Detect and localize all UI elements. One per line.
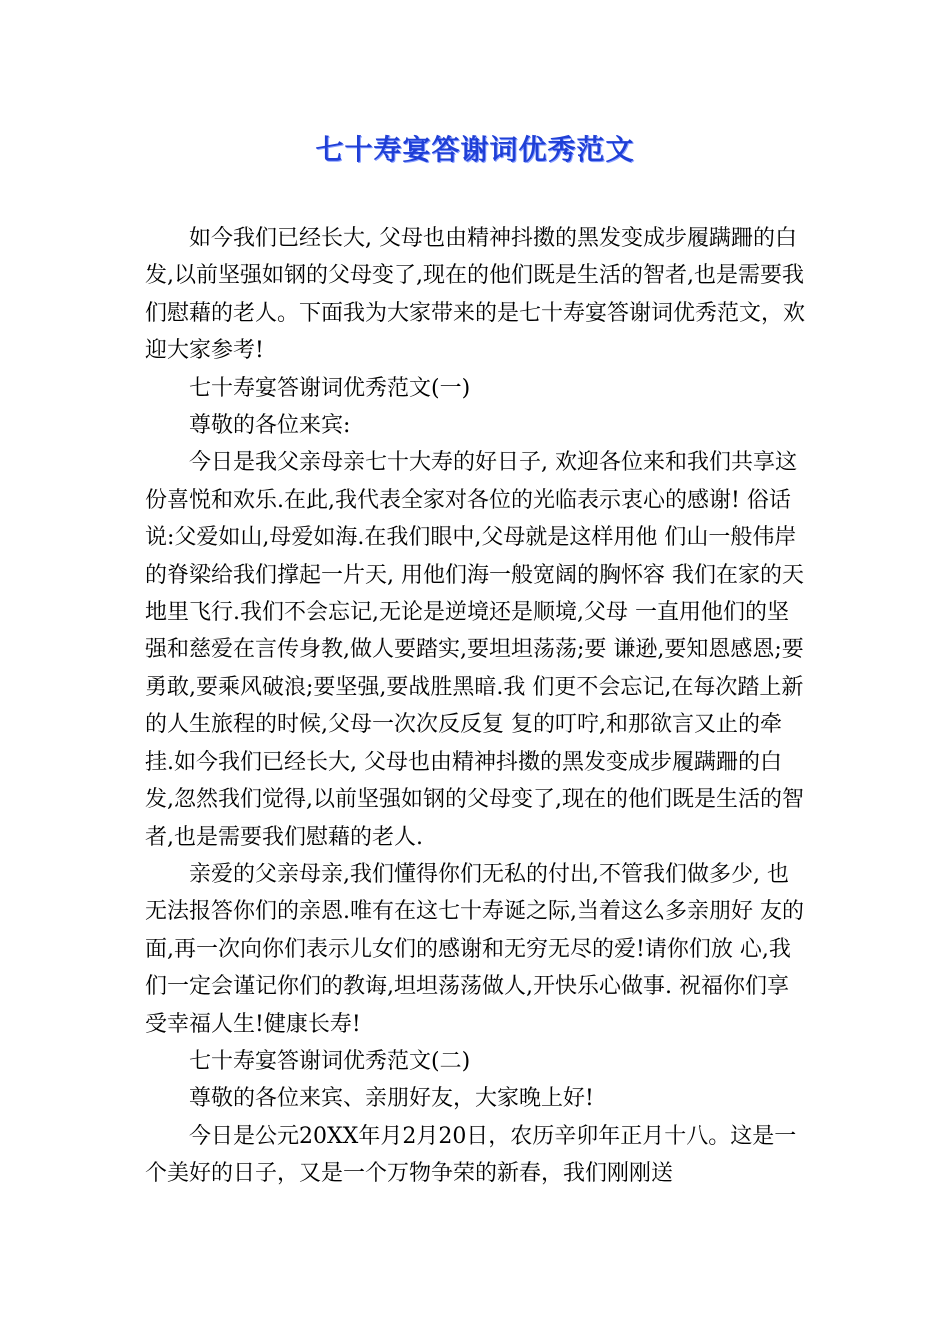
paragraph-speech-three: 今日是公元20XX年月2月20日，农历辛卯年正月十八。这是一个美好的日子，又是一个万物争荣的新春，我们刚刚送 — [145, 1123, 797, 1187]
paragraph-speech-two: 亲爱的父亲母亲,我们懂得你们无私的付出,不管我们做多少, 也无法报答你们的亲恩.唯有在这七十寿诞之际,当着这么多亲朋好 友的面,再一次向你们表示儿女们的感谢和无穷无尽的爱!请你们放 心,我们一定会谨记你们的教诲,坦坦荡荡做人,开快乐心做事. 祝福你们享受幸福人生!健康长寿! — [145, 861, 804, 1037]
paragraph-speech-one: 今日是我父亲母亲七十大寿的好日子, 欢迎各位来和我们共享这 份喜悦和欢乐.在此,我代表全家对各位的光临表示衷心的感谢! 俗话说:父爱如山,母爱如海.在我们眼中,父母就是这样用他 们山一般伟岸的脊梁给我们撑起一片天, 用他们海一般宽阔的胸怀容 我们在家的天地里飞行.我们不会忘记,无论是逆境还是顺境,父母 一直用他们的坚强和慈爱在言传身教,做人要踏实,要坦坦荡荡;要 谦逊,要知恩感恩;要勇敢,要乘风破浪;要坚强,要战胜黑暗.我 们更不会忘记,在每次踏上新的人生旅程的时候,父母一次次反反复 复的叮咛,和那欲言又止的牵挂.如今我们已经长大, 父母也由精神抖擞的黑发变成步履蹒跚的白 发,忽然我们觉得,以前坚强如钢的父母变了,现在的他们既是生活的智者,也是需要我们慰藉的老人. — [145, 450, 804, 850]
salutation-two: 尊敬的各位来宾、亲朋好友，大家晚上好! — [189, 1086, 594, 1112]
paragraph-intro: 如今我们已经长大, 父母也由精神抖擞的黑发变成步履蹒跚的白发,以前坚强如钢的父母变了,现在的他们既是生活的智者,也是需要我们慰藉的老人。下面我为大家带来的是七十寿宴答谢词优秀范文，欢迎大家参考! — [145, 226, 806, 364]
section-heading-one: 七十寿宴答谢词优秀范文(一) — [189, 375, 471, 401]
document-body — [145, 220, 807, 1193]
document-title: 七十寿宴答谢词优秀范文 — [315, 133, 635, 166]
salutation-one: 尊敬的各位来宾: — [189, 413, 351, 439]
section-heading-two: 七十寿宴答谢词优秀范文(二) — [189, 1048, 471, 1074]
